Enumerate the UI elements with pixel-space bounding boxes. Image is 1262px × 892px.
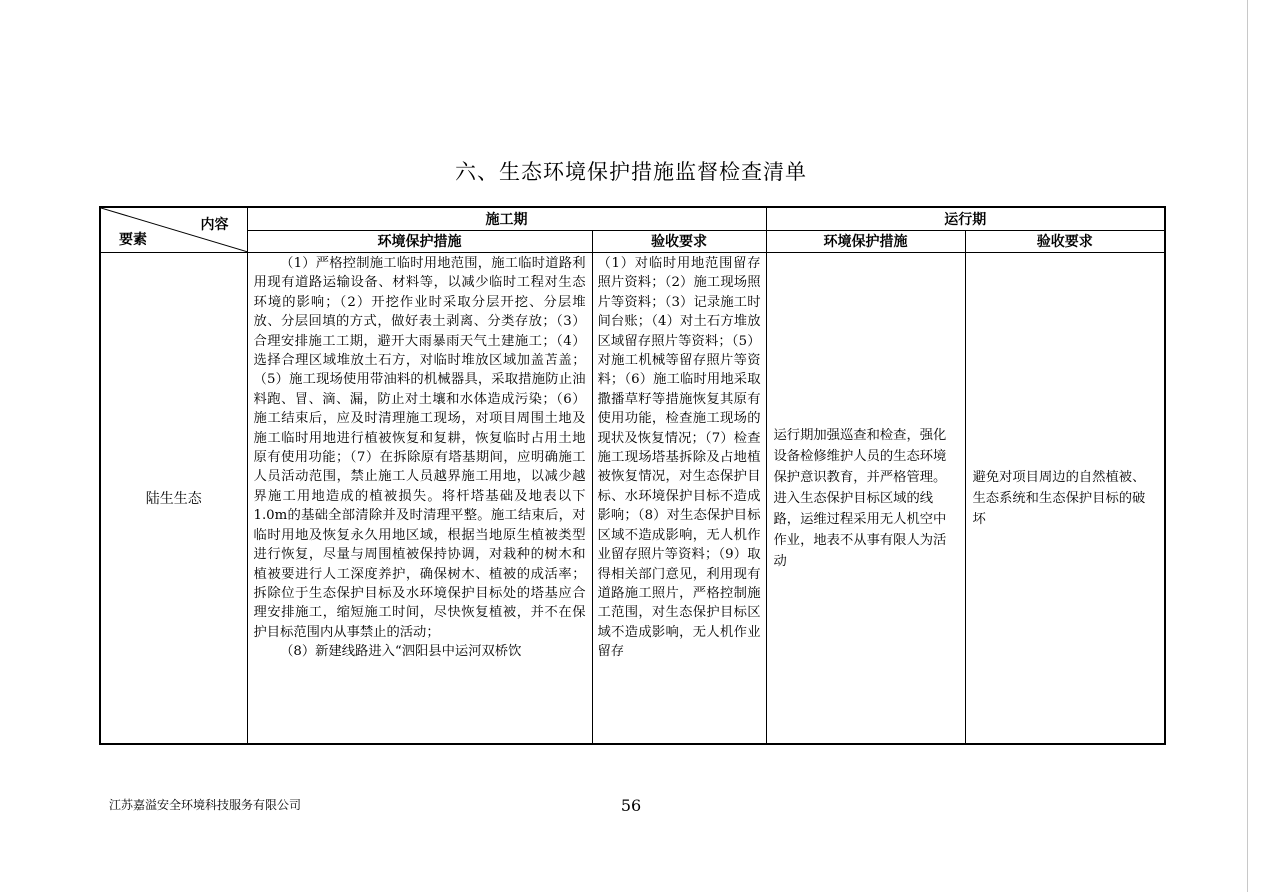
corner-header-cell <box>100 207 247 253</box>
operation-measures-cell: 运行期加强巡查和检查，强化设备检修维护人员的生态环境保护意识教育，并严格管理。进入生态保护目标区域的线路，运维过程采用无人机空中作业，地表不从事有限人为活动 <box>766 253 965 745</box>
operation-acceptance-cell: 避免对项目周边的自然植被、生态系统和生态保护目标的破坏 <box>965 253 1165 745</box>
construction-acceptance-cell <box>592 253 766 745</box>
inspection-checklist-table <box>99 206 1166 745</box>
construction-acceptance-text: （1）对临时用地范围留存照片资料；（2）施工现场照片等资料；（3）记录施工时间台账；（4）对土石方堆放区域留存照片等资料；（5）对施工机械等留存照片等资料；（6）施工临时用地采取撒播草籽等措施恢复其原有使用功能，检查施工现场的现状及恢复情况；（7）检查施工现场塔基拆除及占地植被恢复情况，对生态保护目标、水环境保护目标不造成影响；（8）对生态保护目标区域不造成影响，无人机作业留存照片等资料；（9）取得相关部门意见，利用现有道路施工照片，严格控制施工范围，对生态保护目标区域不造成影响，无人机作业留存 <box>597 256 761 660</box>
page-number: 56 <box>620 796 642 815</box>
phase-header-operation: 运行期 <box>766 207 1165 230</box>
col-header-construction-measures: 环境保护措施 <box>247 230 592 252</box>
construction-measures-paragraph-2: （8）新建线路进入“泗阳县中运河双桥饮 <box>280 644 522 660</box>
col-header-construction-acceptance: 验收要求 <box>592 230 766 252</box>
page-title: 六、生态环境保护措施监督检查清单 <box>455 160 807 184</box>
col-header-operation-measures: 环境保护措施 <box>766 230 965 252</box>
construction-measures-paragraph-1: （1）严格控制施工临时用地范围，施工临时道路利用现有道路运输设备、材料等，以减少临时工程对生态环境的影响；（2）开挖作业时采取分层开挖、分层堆放、分层回填的方式，做好表土剥离、分类存放；（3）合理安排施工工期，避开大雨暴雨天气土建施工；（4）选择合理区域堆放土石方，对临时堆放区域加盖苫盖；（5）施工现场使用带油料的机械器具，采取措施防止油料跑、冒、滴、漏，防止对土壤和水体造成污染；（6）施工结束后，应及时清理施工现场，对项目周围土地及施工临时用地进行植被恢复和复耕，恢复临时占用土地原有使用功能；（7）在拆除原有塔基期间，应明确施工人员活动范围，禁止施工人员越界施工用地，以减少越界施工用地造成的植被损失。将杆塔基础及地表以下1.0m的基础全部清除并及时清理平整。施工结束后，对临时用地及恢复永久用地区域，根据当地原生植被类型进行恢复，尽量与周围植被保持协调，对栽种的树木和植被要进行人工深度养护，确保树木、植被的成活率；拆除位于生态保护目标及水环境保护目标处的塔基应合理安排施工，缩短施工时间，尽快恢复植被，并不在保护目标范围内从事禁止的活动； <box>253 256 586 640</box>
footer-company-name: 江苏嘉溢安全环境科技服务有限公司 <box>109 798 302 812</box>
col-header-operation-acceptance: 验收要求 <box>965 230 1165 252</box>
page-edge-rule <box>1247 0 1248 892</box>
phase-header-construction: 施工期 <box>247 207 766 230</box>
row-element-terrestrial-ecology: 陆生生态 <box>100 253 247 745</box>
corner-label-element: 要素 <box>119 232 147 248</box>
construction-measures-cell <box>247 253 592 745</box>
corner-label-content: 内容 <box>200 217 229 233</box>
